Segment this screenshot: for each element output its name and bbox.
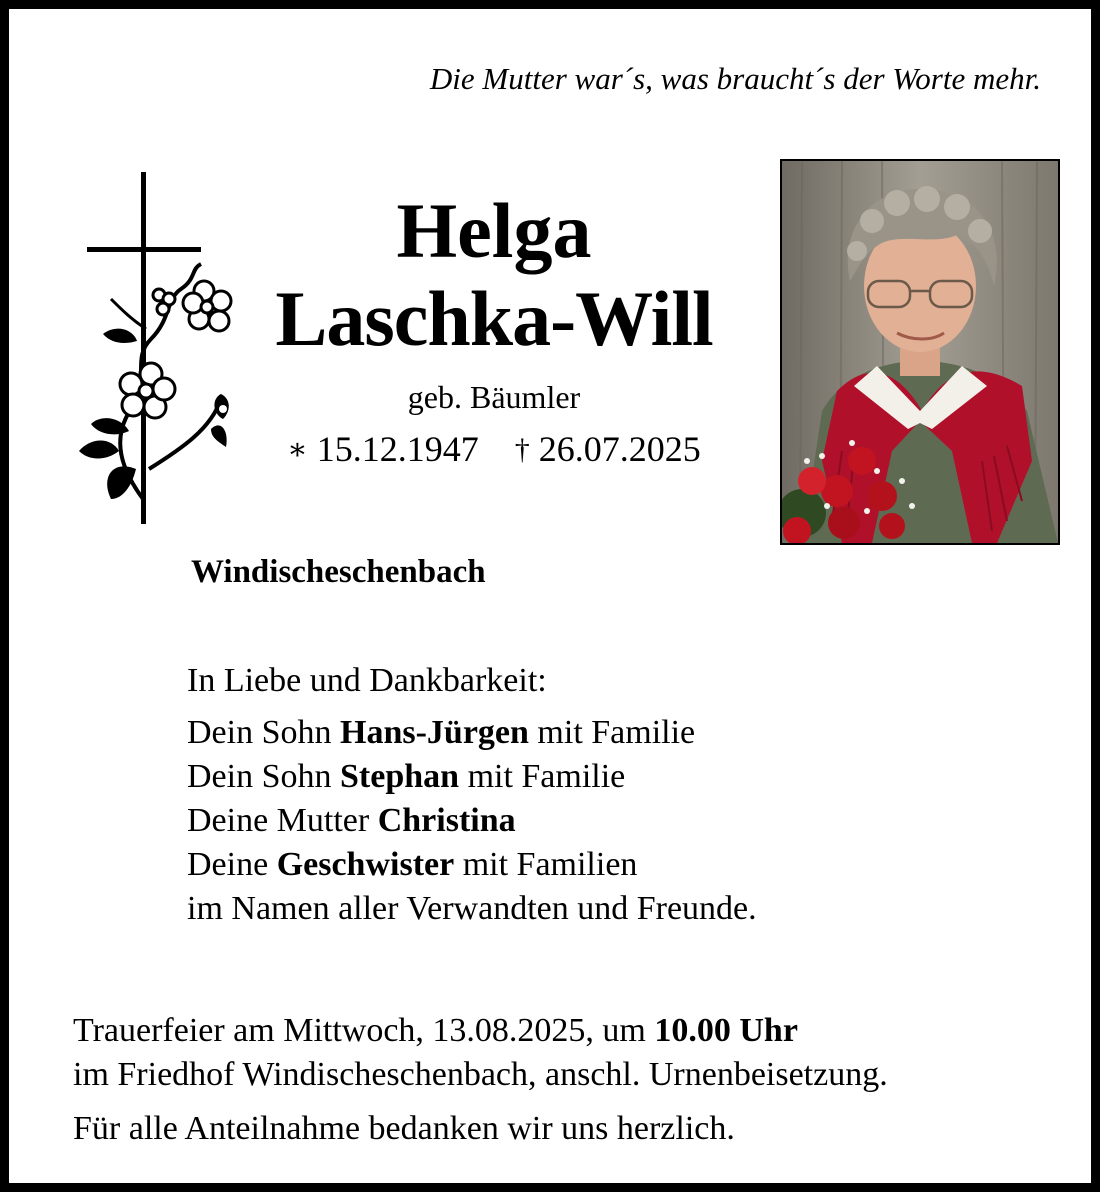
- death-date: 26.07.2025: [538, 429, 701, 469]
- last-name: Laschka-Will: [275, 275, 713, 362]
- mourner-name: Hans-Jürgen: [340, 714, 529, 751]
- mourners-list: [187, 659, 757, 931]
- mourner-relation: Deine Mutter: [187, 802, 378, 839]
- mourner-relation: Dein Sohn: [187, 714, 340, 751]
- death-dagger-icon: †: [514, 433, 530, 466]
- portrait-photo: [780, 159, 1060, 545]
- mourner-line: [187, 799, 757, 843]
- mourner-suffix: mit Familien: [454, 846, 638, 883]
- birth-name: geb. Bäumler: [407, 379, 581, 415]
- mourner-line: [187, 843, 757, 887]
- thanks-line: Für alle Anteilnahme bedanken wir uns herzlich.: [73, 1110, 735, 1147]
- deceased-name-block: [249, 187, 739, 472]
- mourner-name: Geschwister: [276, 846, 455, 883]
- mourner-suffix: mit Familie: [528, 714, 696, 751]
- mourner-line: [187, 755, 757, 799]
- mourner-suffix: mit Familie: [459, 758, 626, 795]
- mourner-line: [187, 711, 757, 755]
- mourner-relation: im Namen aller Verwandten und Freunde.: [187, 890, 757, 927]
- service-time: 10.00 Uhr: [654, 1012, 798, 1049]
- place-of-residence: Windischeschenbach: [191, 554, 486, 590]
- service-date-text: Trauerfeier am Mittwoch, 13.08.2025, um: [73, 1012, 655, 1049]
- mourner-name: Stephan: [340, 758, 460, 795]
- cross-with-flowers-icon: [71, 169, 241, 529]
- motto-quote: Die Mutter war´s, was braucht´s der Worte mehr.: [429, 61, 1041, 96]
- life-dates: [249, 427, 739, 472]
- service-location-line: im Friedhof Windischeschenbach, anschl. Urnenbeisetzung.: [73, 1056, 888, 1093]
- funeral-service-info: [73, 1009, 888, 1151]
- first-name: Helga: [396, 187, 592, 274]
- birth-star-icon: ∗: [287, 433, 308, 466]
- mourner-line: [187, 887, 757, 931]
- mourner-relation: Deine: [187, 846, 277, 883]
- mourner-name: Christina: [377, 802, 516, 839]
- mourners-intro: In Liebe und Dankbarkeit:: [187, 662, 547, 699]
- birth-date: 15.12.1947: [316, 429, 479, 469]
- mourner-relation: Dein Sohn: [187, 758, 340, 795]
- service-date-line: [73, 1009, 888, 1053]
